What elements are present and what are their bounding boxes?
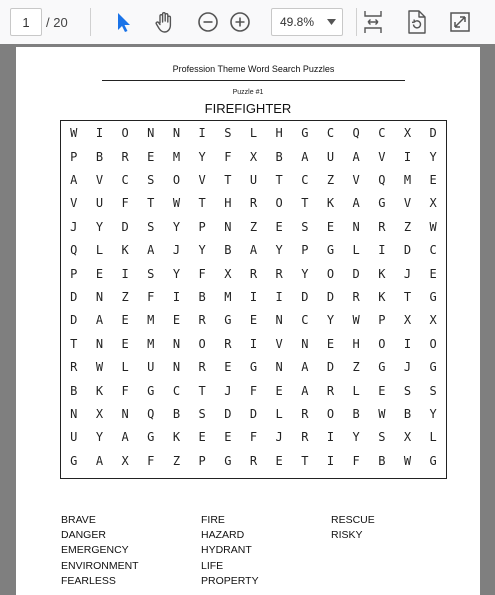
grid-letter: F — [121, 383, 129, 398]
grid-letter: M — [403, 172, 412, 187]
grid-letter: E — [429, 266, 437, 281]
word-list-item: RISKY — [331, 529, 363, 542]
grid-letter: S — [224, 126, 232, 141]
grid-letter: F — [352, 453, 360, 468]
grid-row — [61, 356, 446, 379]
zoom-level-value: 49.8% — [280, 15, 315, 29]
grid-letter: W — [403, 453, 412, 468]
grid-letter: K — [95, 383, 104, 398]
grid-letter: X — [403, 126, 412, 141]
grid-letter: K — [326, 196, 335, 211]
grid-letter: N — [301, 336, 309, 351]
hand-tool-icon[interactable] — [151, 8, 179, 36]
grid-letter: O — [275, 196, 283, 211]
grid-letter: L — [121, 360, 129, 375]
grid-letter: N — [70, 406, 78, 421]
grid-letter: C — [121, 172, 129, 187]
grid-letter: R — [352, 289, 360, 304]
page-number-input[interactable]: 1 — [10, 8, 42, 36]
grid-letter: G — [70, 453, 78, 468]
grid-row — [61, 262, 446, 285]
grid-letter: D — [352, 266, 360, 281]
grid-letter: Z — [326, 172, 335, 187]
grid-letter: P — [70, 149, 78, 164]
grid-letter: Z — [352, 360, 360, 375]
grid-letter: R — [378, 219, 386, 234]
grid-letter: R — [301, 406, 309, 421]
grid-letter: O — [121, 126, 129, 141]
word-list-item: PROPERTY — [201, 574, 259, 587]
grid-letter: L — [249, 126, 258, 141]
grid-letter: Q — [70, 243, 78, 258]
grid-letter: D — [326, 289, 335, 304]
grid-letter: E — [121, 336, 129, 351]
grid-letter: W — [352, 313, 360, 328]
grid-letter: X — [249, 149, 258, 164]
grid-letter: T — [70, 336, 78, 351]
grid-letter: U — [70, 430, 78, 445]
grid-row — [61, 332, 446, 355]
grid-letter: C — [326, 126, 335, 141]
grid-letter: W — [378, 406, 386, 421]
grid-letter: F — [147, 289, 155, 304]
puzzle-number: Puzzle #1 — [232, 89, 264, 96]
word-list-item: BRAVE — [61, 514, 96, 526]
grid-letter: D — [249, 406, 258, 421]
grid-letter: I — [249, 336, 258, 351]
grid-letter: O — [429, 336, 437, 351]
grid-letter: G — [249, 360, 258, 375]
grid-letter: B — [198, 289, 206, 304]
grid-letter: A — [70, 172, 78, 187]
grid-letter: E — [95, 266, 104, 281]
grid-letter: V — [403, 196, 412, 211]
grid-letter: A — [95, 313, 104, 328]
grid-letter: R — [326, 383, 335, 398]
page-total-label: / 20 — [46, 14, 68, 30]
grid-letter: I — [95, 126, 104, 141]
grid-row — [61, 402, 446, 425]
grid-letter: Z — [172, 453, 181, 468]
grid-letter: Y — [198, 243, 206, 258]
grid-letter: Q — [147, 406, 155, 421]
grid-letter: K — [378, 289, 386, 304]
grid-letter: Y — [172, 266, 181, 281]
grid-letter: V — [198, 172, 206, 187]
grid-letter: G — [326, 243, 335, 258]
grid-letter: Y — [172, 219, 181, 234]
grid-letter: E — [326, 219, 335, 234]
select-cursor-icon[interactable] — [109, 8, 137, 36]
grid-letter: I — [403, 149, 412, 164]
grid-row — [61, 239, 446, 262]
grid-letter: T — [198, 196, 206, 211]
grid-letter: R — [275, 266, 283, 281]
grid-letter: A — [301, 383, 309, 398]
grid-letter: Y — [429, 149, 437, 164]
title-underline — [102, 80, 405, 81]
grid-letter: U — [249, 172, 258, 187]
grid-letter: P — [301, 243, 309, 258]
grid-letter: A — [301, 360, 309, 375]
grid-letter: J — [275, 430, 283, 445]
grid-letter: Y — [198, 149, 206, 164]
grid-letter: S — [147, 172, 155, 187]
grid-letter: J — [403, 266, 412, 281]
grid-letter: M — [147, 336, 155, 351]
grid-letter: D — [121, 219, 129, 234]
grid-letter: J — [70, 219, 78, 234]
grid-letter: S — [198, 406, 206, 421]
grid-letter: P — [70, 266, 78, 281]
grid-letter: G — [429, 453, 437, 468]
grid-letter: D — [403, 243, 412, 258]
grid-letter: E — [275, 383, 283, 398]
grid-letter: N — [147, 126, 155, 141]
zoom-in-icon[interactable] — [226, 8, 254, 36]
grid-letter: P — [198, 219, 206, 234]
grid-letter: W — [70, 126, 78, 141]
grid-letter: E — [275, 453, 283, 468]
grid-letter: E — [378, 383, 386, 398]
grid-letter: E — [172, 313, 181, 328]
grid-letter: U — [326, 149, 335, 164]
grid-letter: V — [352, 172, 360, 187]
grid-letter: H — [224, 196, 232, 211]
grid-letter: D — [224, 406, 232, 421]
grid-letter: E — [224, 430, 232, 445]
grid-letter: J — [172, 243, 181, 258]
grid-letter: G — [378, 360, 386, 375]
grid-letter: D — [70, 289, 78, 304]
grid-letter: M — [147, 313, 155, 328]
grid-letter: F — [198, 266, 206, 281]
grid-letter: G — [147, 383, 155, 398]
grid-letter: G — [378, 196, 386, 211]
toolbar-divider — [356, 8, 357, 36]
grid-letter: U — [95, 196, 104, 211]
grid-letter: N — [352, 219, 360, 234]
word-list-item: RESCUE — [331, 514, 375, 526]
fit-page-icon[interactable] — [359, 8, 387, 36]
grid-letter: B — [172, 406, 181, 421]
grid-letter: I — [249, 289, 258, 304]
grid-letter: E — [121, 313, 129, 328]
chevron-down-icon — [327, 19, 336, 25]
grid-letter: O — [326, 266, 335, 281]
grid-letter: S — [301, 219, 309, 234]
zoom-level-select[interactable] — [271, 8, 343, 36]
grid-letter: N — [275, 313, 283, 328]
word-list-item: EMERGENCY — [61, 544, 129, 557]
grid-letter: T — [198, 383, 206, 398]
word-list-column — [201, 513, 259, 589]
grid-letter: O — [378, 336, 386, 351]
grid-letter: H — [352, 336, 360, 351]
grid-letter: F — [249, 383, 258, 398]
grid-letter: R — [224, 336, 232, 351]
grid-row — [61, 168, 446, 191]
grid-letter: E — [326, 336, 335, 351]
grid-letter: R — [249, 453, 258, 468]
word-list-item: HAZARD — [201, 529, 245, 542]
grid-letter: F — [224, 149, 232, 164]
grid-letter: E — [198, 430, 206, 445]
grid-letter: D — [326, 360, 335, 375]
grid-letter: I — [326, 453, 335, 468]
grid-letter: Y — [275, 243, 283, 258]
grid-letter: O — [172, 172, 181, 187]
word-list-item: LIFE — [201, 559, 224, 572]
grid-letter: G — [147, 430, 155, 445]
grid-letter: E — [429, 172, 437, 187]
grid-letter: L — [429, 430, 437, 445]
grid-letter: B — [378, 453, 386, 468]
grid-row — [61, 192, 446, 215]
grid-letter: Y — [429, 406, 437, 421]
grid-row — [61, 215, 446, 238]
grid-letter: T — [301, 196, 309, 211]
grid-letter: R — [249, 196, 258, 211]
word-list-column — [331, 513, 375, 543]
word-list-item: ENVIRONMENT — [61, 559, 139, 572]
grid-row — [61, 449, 446, 472]
grid-letter: Y — [95, 219, 104, 234]
document-title: Profession Theme Word Search Puzzles — [172, 64, 335, 74]
grid-letter: S — [147, 219, 155, 234]
grid-letter: W — [172, 196, 181, 211]
grid-letter: X — [403, 313, 412, 328]
grid-letter: W — [429, 219, 437, 234]
grid-letter: K — [378, 266, 386, 281]
word-list-column — [61, 513, 139, 589]
grid-row — [61, 285, 446, 308]
grid-letter: T — [147, 196, 155, 211]
grid-letter: S — [403, 383, 412, 398]
grid-letter: L — [352, 383, 360, 398]
grid-letter: T — [301, 453, 309, 468]
grid-letter: X — [403, 430, 412, 445]
grid-letter: D — [70, 313, 78, 328]
grid-letter: M — [172, 149, 181, 164]
pdf-page — [16, 47, 480, 595]
grid-letter: H — [275, 126, 283, 141]
grid-letter: A — [95, 453, 104, 468]
grid-letter: N — [95, 289, 104, 304]
grid-letter: S — [147, 266, 155, 281]
rotate-page-icon[interactable] — [403, 8, 431, 36]
grid-letter: Y — [326, 313, 335, 328]
grid-letter: N — [172, 126, 181, 141]
grid-letter: E — [249, 313, 258, 328]
grid-letter: N — [121, 406, 129, 421]
grid-letter: B — [275, 149, 283, 164]
grid-letter: B — [224, 243, 232, 258]
grid-letter: C — [301, 172, 309, 187]
grid-letter: F — [147, 453, 155, 468]
grid-letter: P — [198, 453, 206, 468]
grid-letter: C — [301, 313, 309, 328]
grid-letter: Z — [403, 219, 412, 234]
grid-letter: F — [249, 430, 258, 445]
grid-letter: K — [121, 243, 129, 258]
grid-letter: I — [378, 243, 386, 258]
grid-letter: N — [172, 360, 181, 375]
grid-row — [61, 426, 446, 449]
grid-letter: W — [95, 360, 104, 375]
grid-letter: I — [172, 289, 181, 304]
grid-letter: T — [224, 172, 232, 187]
grid-letter: V — [378, 149, 386, 164]
grid-letter: A — [249, 243, 258, 258]
grid-letter: B — [70, 383, 78, 398]
grid-letter: X — [429, 313, 437, 328]
grid-letter: S — [378, 430, 386, 445]
grid-letter: D — [429, 126, 437, 141]
grid-row — [61, 145, 446, 168]
word-list-item: FEARLESS — [61, 574, 116, 587]
grid-letter: D — [301, 289, 309, 304]
grid-letter: I — [326, 430, 335, 445]
grid-letter: I — [121, 266, 129, 281]
word-list-item: DANGER — [61, 529, 106, 542]
grid-letter: Z — [121, 289, 129, 304]
grid-letter: C — [172, 383, 181, 398]
grid-letter: S — [429, 383, 437, 398]
grid-letter: I — [403, 336, 412, 351]
word-list-item: HYDRANT — [201, 544, 252, 557]
grid-letter: F — [121, 196, 129, 211]
grid-letter: G — [429, 289, 437, 304]
grid-letter: Y — [301, 266, 309, 281]
grid-letter: R — [198, 360, 206, 375]
document-viewport[interactable] — [0, 44, 495, 595]
grid-letter: I — [275, 289, 283, 304]
grid-letter: N — [172, 336, 181, 351]
grid-letter: N — [224, 219, 232, 234]
grid-letter: X — [429, 196, 437, 211]
grid-letter: B — [95, 149, 104, 164]
grid-letter: C — [378, 126, 386, 141]
grid-letter: R — [121, 149, 129, 164]
grid-letter: E — [275, 219, 283, 234]
grid-row — [61, 309, 446, 332]
grid-letter: G — [224, 453, 232, 468]
grid-letter: B — [403, 406, 412, 421]
grid-letter: P — [378, 313, 386, 328]
word-list-item: FIRE — [201, 514, 225, 526]
grid-row — [61, 379, 446, 402]
grid-letter: Q — [378, 172, 386, 187]
grid-row — [61, 122, 446, 145]
grid-letter: J — [224, 383, 232, 398]
grid-letter: V — [95, 172, 104, 187]
grid-letter: X — [95, 406, 104, 421]
grid-letter: K — [172, 430, 181, 445]
grid-letter: Z — [249, 219, 258, 234]
grid-letter: X — [224, 266, 232, 281]
pdf-toolbar — [0, 0, 495, 44]
grid-letter: U — [147, 360, 155, 375]
zoom-out-icon[interactable] — [194, 8, 222, 36]
grid-letter: G — [301, 126, 309, 141]
grid-letter: N — [95, 336, 104, 351]
grid-letter: O — [326, 406, 335, 421]
fullscreen-icon[interactable] — [446, 8, 474, 36]
grid-letter: E — [147, 149, 155, 164]
grid-letter: G — [429, 360, 437, 375]
grid-letter: R — [301, 430, 309, 445]
grid-letter: R — [198, 313, 206, 328]
toolbar-divider — [90, 8, 91, 36]
grid-letter: Q — [352, 126, 360, 141]
grid-letter: M — [224, 289, 232, 304]
grid-letter: A — [301, 149, 309, 164]
grid-letter: V — [275, 336, 283, 351]
word-search-grid — [60, 120, 447, 479]
puzzle-theme: FIREFIGHTER — [204, 101, 292, 116]
grid-letter: O — [198, 336, 206, 351]
grid-letter: R — [249, 266, 258, 281]
grid-letter: Y — [352, 430, 360, 445]
grid-letter: A — [352, 149, 360, 164]
grid-letter: A — [352, 196, 360, 211]
grid-letter: L — [352, 243, 360, 258]
grid-letter: N — [275, 360, 283, 375]
grid-letter: J — [403, 360, 412, 375]
grid-letter: L — [275, 406, 283, 421]
grid-letter: G — [224, 313, 232, 328]
grid-letter: T — [275, 172, 283, 187]
grid-letter: E — [224, 360, 232, 375]
grid-letter: V — [70, 196, 78, 211]
grid-letter: T — [403, 289, 412, 304]
grid-letter: B — [352, 406, 360, 421]
grid-letter: I — [198, 126, 206, 141]
grid-letter: Y — [95, 430, 104, 445]
grid-letter: A — [147, 243, 155, 258]
grid-letter: R — [70, 360, 78, 375]
grid-letter: L — [95, 243, 104, 258]
grid-letter: A — [121, 430, 129, 445]
grid-letter: C — [429, 243, 437, 258]
grid-letter: X — [121, 453, 129, 468]
